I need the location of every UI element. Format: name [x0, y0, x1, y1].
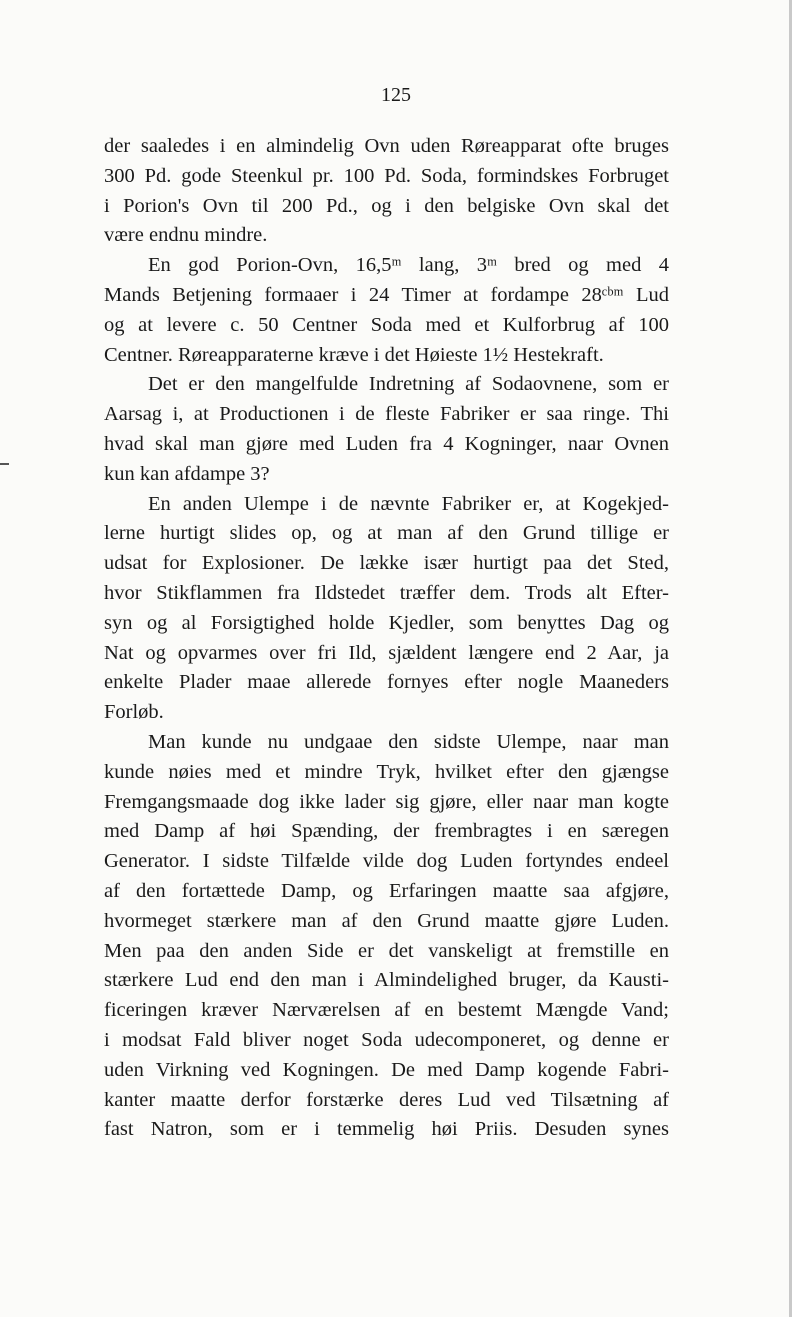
- text-line: Mands Betjening formaaer i 24 Timer at fordampe 28ᶜᵇᵐ Lud: [104, 283, 669, 306]
- text-line: Aarsag i, at Productionen i de fleste Fabriker er saa ringe. Thi: [104, 403, 669, 426]
- text-line: En anden Ulempe i de nævnte Fabriker er, at Kogekjed-: [148, 492, 669, 515]
- text-line: hvor Stikflammen fra Ildstedet træffer dem. Trods alt Efter-: [104, 581, 669, 604]
- text-line: 300 Pd. gode Steenkul pr. 100 Pd. Soda, formindskes Forbruget: [104, 164, 669, 187]
- text-line: og at levere c. 50 Centner Soda med et Kulforbrug af 100: [104, 313, 669, 336]
- text-line: hvad skal man gjøre med Luden fra 4 Kogninger, naar Ovnen: [104, 432, 669, 455]
- margin-mark: [0, 463, 9, 465]
- text-line: udsat for Explosioner. De lække især hurtigt paa det Sted,: [104, 552, 669, 575]
- text-line: syn og al Forsigtighed holde Kjedler, som benyttes Dag og: [104, 611, 669, 634]
- paragraph-2: [104, 251, 669, 370]
- text-line: Forløb.: [104, 701, 164, 724]
- text-line: kunde nøies med et mindre Tryk, hvilket efter den gjængse: [104, 760, 669, 783]
- text-line: Man kunde nu undgaae den sidste Ulempe, naar man: [148, 730, 669, 753]
- text-line: i modsat Fald bliver noget Soda udecomponeret, og denne er: [104, 1028, 669, 1051]
- text-line: fast Natron, som er i temmelig høi Priis. Desuden synes: [104, 1118, 669, 1141]
- text-line: med Damp af høi Spænding, der frembragtes i en særegen: [104, 820, 669, 843]
- paragraph-1: [104, 132, 669, 251]
- text-line: Generator. I sidste Tilfælde vilde dog Luden fortyndes endeel: [104, 850, 669, 873]
- text-line: kun kan afdampe 3?: [104, 462, 270, 485]
- body-text: [104, 132, 669, 1145]
- text-line: af den fortættede Damp, og Erfaringen maatte saa afgjøre,: [104, 879, 669, 902]
- text-line: Det er den mangelfulde Indretning af Sodaovnene, som er: [148, 373, 669, 396]
- paragraph-4: [104, 490, 669, 728]
- text-line: lerne hurtigt slides op, og at man af den Grund tillige er: [104, 522, 669, 545]
- page-number: 125: [381, 84, 411, 106]
- text-line: En god Porion-Ovn, 16,5ᵐ lang, 3ᵐ bred og med 4: [148, 254, 669, 277]
- text-line: enkelte Plader maae allerede fornyes efter nogle Maaneders: [104, 671, 669, 694]
- paragraph-3: [104, 370, 669, 489]
- text-line: være endnu mindre.: [104, 224, 268, 247]
- text-line: ficeringen kræver Nærværelsen af en bestemt Mængde Vand;: [104, 999, 669, 1022]
- text-line: uden Virkning ved Kogningen. De med Damp kogende Fabri-: [104, 1058, 669, 1081]
- text-line: Men paa den anden Side er det vanskeligt at fremstille en: [104, 939, 669, 962]
- text-line: Fremgangsmaade dog ikke lader sig gjøre, eller naar man kogte: [104, 790, 669, 813]
- text-line: hvormeget stærkere man af den Grund maatte gjøre Luden.: [104, 909, 669, 932]
- text-line: der saaledes i en almindelig Ovn uden Røreapparat ofte bruges: [104, 135, 669, 157]
- text-line: Centner. Røreapparaterne kræve i det Høieste 1½ Hestekraft.: [104, 343, 604, 366]
- paragraph-5: [104, 728, 669, 1145]
- text-line: i Porion's Ovn til 200 Pd., og i den belgiske Ovn skal det: [104, 194, 669, 217]
- text-line: Nat og opvarmes over fri Ild, sjældent længere end 2 Aar, ja: [104, 641, 669, 664]
- text-line: stærkere Lud end den man i Almindelighed bruger, da Kausti-: [104, 969, 669, 992]
- text-line: kanter maatte derfor forstærke deres Lud ved Tilsætning af: [104, 1088, 669, 1111]
